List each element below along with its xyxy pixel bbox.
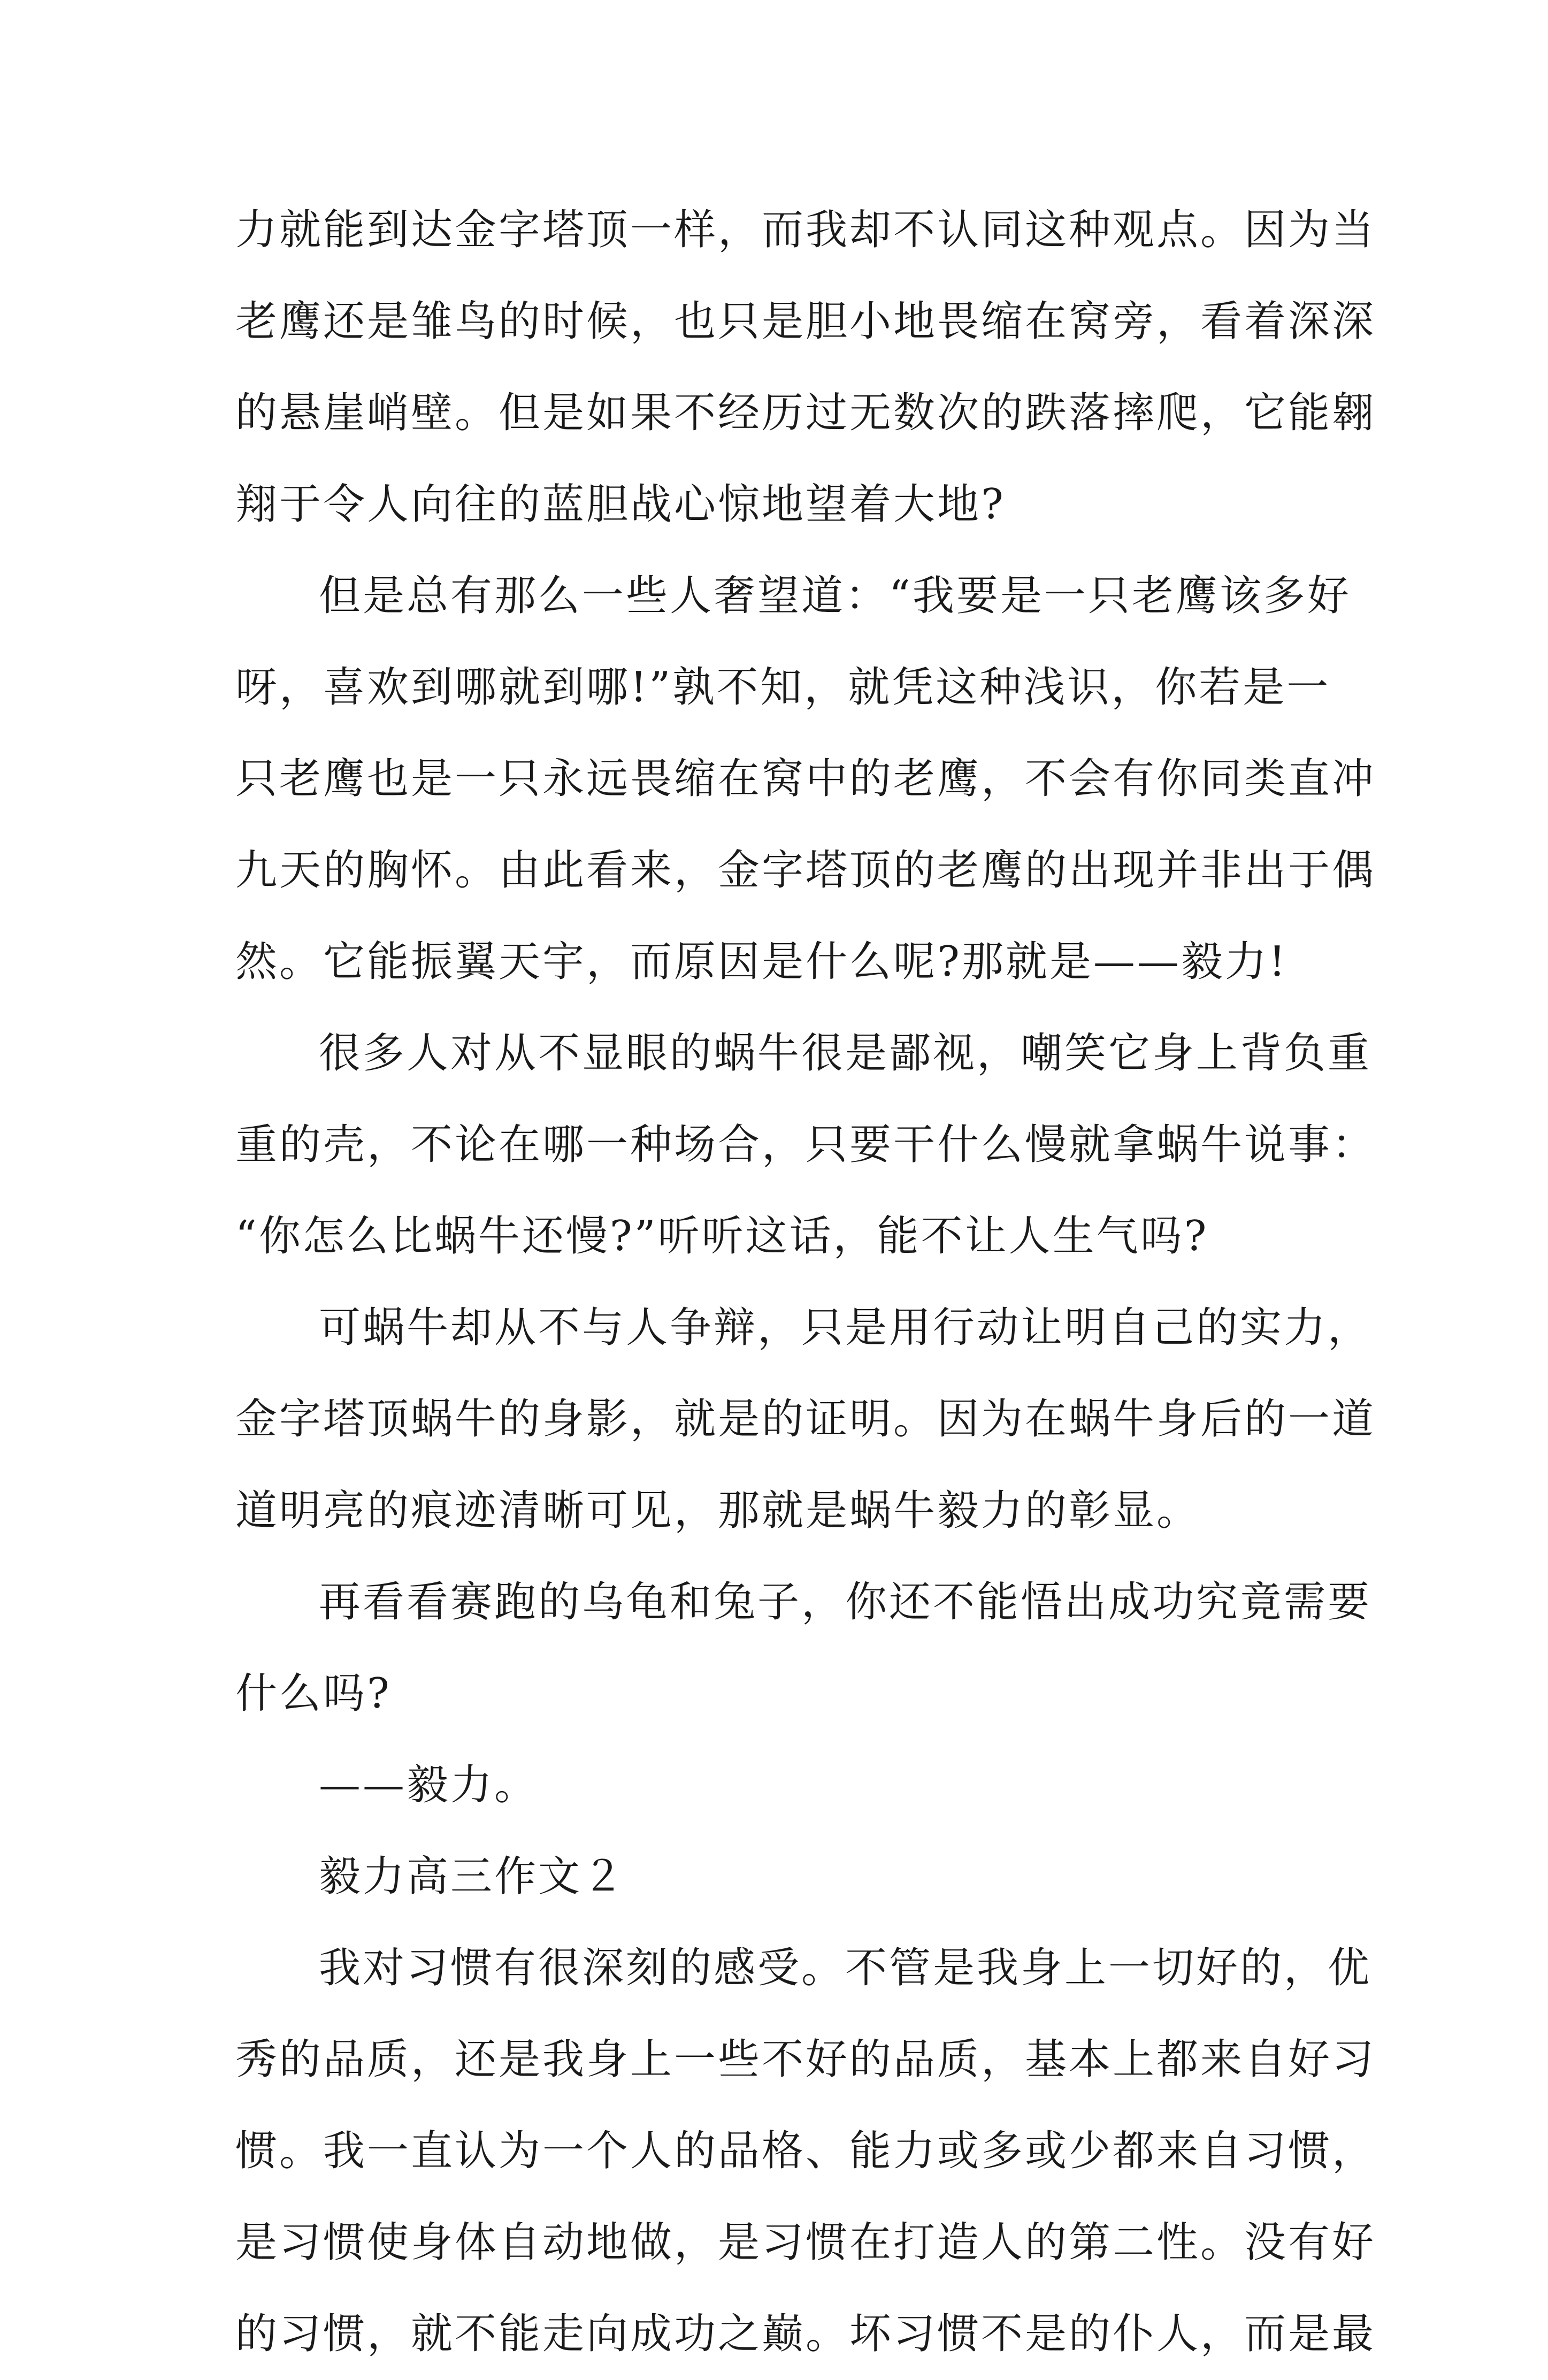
paragraph-line: 只老鹰也是一只永远畏缩在窝中的老鹰，不会有你同类直冲: [235, 755, 1376, 803]
paragraph-line: 很多人对从不显眼的蜗牛很是鄙视，嘲笑它身上背负重: [319, 1029, 1372, 1077]
paragraph-line: 力就能到达金字塔顶一样，而我却不认同这种观点。因为当: [235, 206, 1376, 254]
paragraph-line: 翔于令人向往的蓝胆战心惊地望着大地?: [235, 480, 1006, 529]
paragraph-line: 九天的胸怀。由此看来，金字塔顶的老鹰的出现并非出于偶: [235, 846, 1376, 894]
document-body: [235, 185, 1376, 2380]
paragraph-line: 道明亮的痕迹清晰可见，那就是蜗牛毅力的彰显。: [235, 1487, 1201, 1535]
paragraph-line: 金字塔顶蜗牛的身影，就是的证明。因为在蜗牛身后的一道: [235, 1395, 1376, 1443]
paragraph-line: 毅力高三作文２: [319, 1853, 626, 1901]
paragraph-line: 什么吗?: [235, 1670, 392, 1718]
paragraph-line: ——毅力。: [319, 1761, 539, 1809]
paragraph-line: 我对习惯有很深刻的感受。不管是我身上一切好的，优: [319, 1944, 1372, 1992]
paragraph-line: 但是总有那么一些人奢望道：“我要是一只老鹰该多好: [319, 572, 1351, 620]
paragraph-line: 然。它能振翼天宇，而原因是什么呢?那就是——毅力!: [235, 938, 1288, 986]
paragraph-line: 再看看赛跑的乌龟和兔子，你还不能悟出成功究竟需要: [319, 1578, 1372, 1626]
paragraph-line: 是习惯使身体自动地做，是习惯在打造人的第二性。没有好: [235, 2218, 1376, 2267]
paragraph-line: 呀，喜欢到哪就到哪!”孰不知，就凭这种浅识，你若是一: [235, 663, 1331, 711]
paragraph-line: 可蜗牛却从不与人争辩，只是用行动让明自己的实力，: [319, 1304, 1372, 1352]
paragraph-line: 的习惯，就不能走向成功之巅。坏习惯不是的仆人，而是最: [235, 2310, 1376, 2358]
paragraph-line: 的悬崖峭壁。但是如果不经历过无数次的跌落摔爬，它能翱: [235, 389, 1376, 437]
paragraph-line: “你怎么比蜗牛还慢?”听听这话，能不让人生气吗?: [235, 1212, 1209, 1260]
paragraph-line: 重的壳，不论在哪一种场合，只要干什么慢就拿蜗牛说事：: [235, 1121, 1376, 1169]
paragraph-line: 秀的品质，还是我身上一些不好的品质，基本上都来自好习: [235, 2035, 1376, 2084]
paragraph-line: 惯。我一直认为一个人的品格、能力或多或少都来自习惯，: [235, 2127, 1376, 2175]
paragraph-line: 老鹰还是雏鸟的时候，也只是胆小地畏缩在窝旁，看着深深: [235, 297, 1376, 346]
